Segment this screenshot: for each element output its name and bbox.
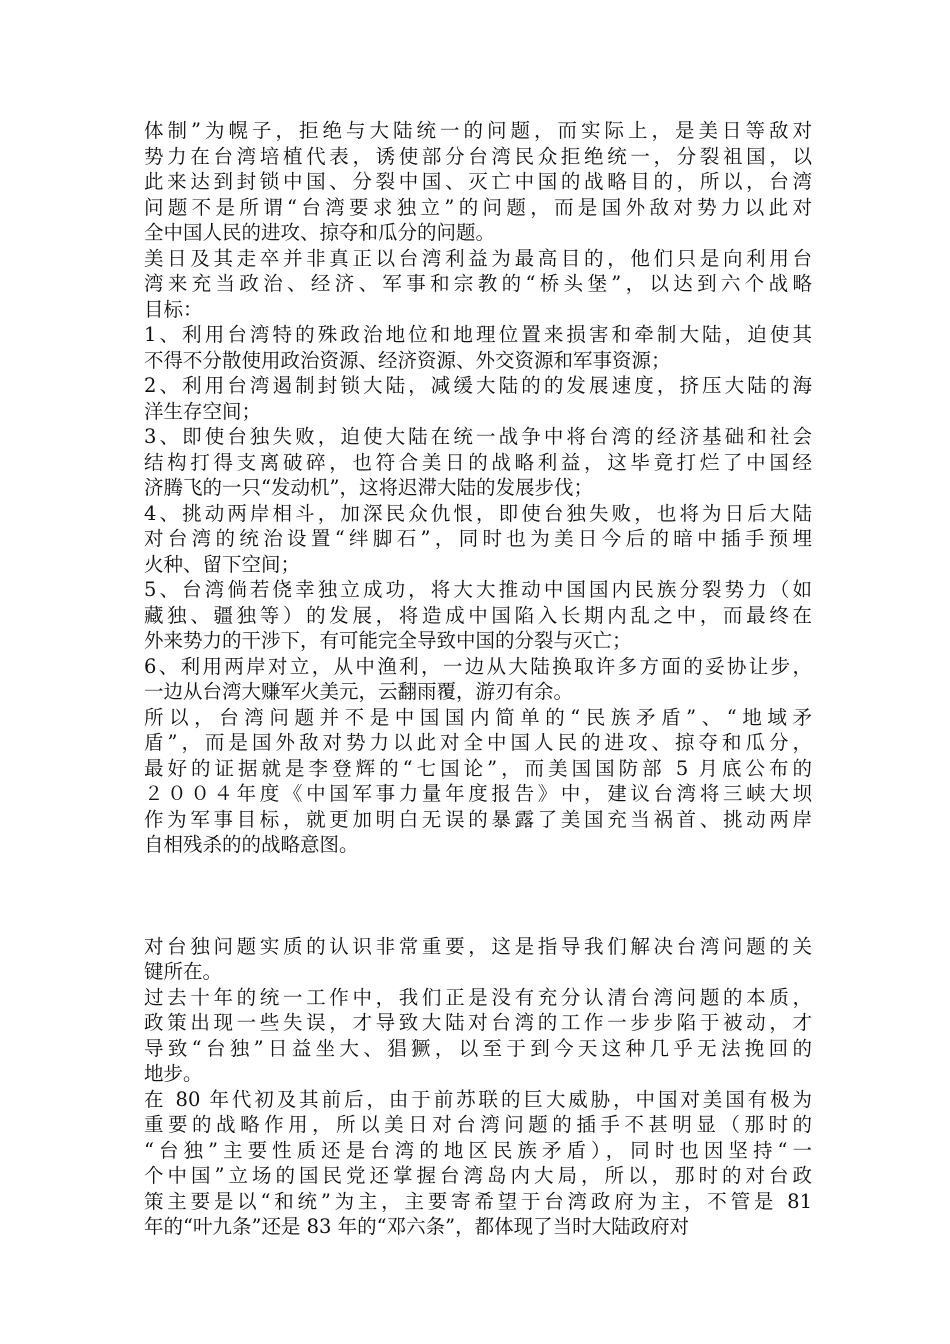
text-line: 问题不是所谓“台湾要求独立”的问题，而是国外敌对势力以此对 [144, 195, 812, 219]
document-page [144, 118, 812, 1240]
text-line: “台独”主要性质还是台湾的地区民族矛盾），同时也因坚持“一 [144, 1138, 812, 1162]
section-spacer [144, 858, 812, 934]
text-line: 所以，台湾问题并不是中国国内简单的“民族矛盾”、“地域矛 [144, 705, 812, 729]
text-line: 最好的证据就是李登辉的“七国论”，而美国国防部 5 月底公布的 [144, 756, 812, 780]
text-line: 火种、留下空间； [144, 552, 301, 576]
paragraph-p12 [144, 1087, 812, 1240]
paragraph-p1 [144, 118, 812, 246]
text-line: 结构打得支离破碎，也符合美日的战略利益，这毕竟打烂了中国经 [144, 450, 812, 474]
text-line: 导致“台独”日益坐大、猖獗，以至于到今天这种几乎无法挽回的 [144, 1036, 812, 1060]
text-line: 自相残杀的的战略意图。 [144, 833, 359, 856]
text-line: 2、利用台湾遏制封锁大陆，减缓大陆的的发展速度，挤压大陆的海 [144, 374, 812, 397]
text-line: 势力在台湾培植代表，诱使部分台湾民众拒绝统一，分裂祖国，以 [144, 144, 812, 168]
text-line: 5、台湾倘若侥幸独立成功，将大大推动中国国内民族分裂势力（如 [144, 578, 812, 601]
text-line: 6、利用两岸对立，从中渔利，一边从大陆换取许多方面的妥协让步， [144, 654, 812, 678]
text-line: 1、利用台湾特的殊政治地位和地理位置来损害和牵制大陆，迫使其 [144, 323, 812, 346]
text-line: 过去十年的统一工作中，我们正是没有充分认清台湾问题的本质， [144, 985, 812, 1009]
text-line: 济腾飞的一只“发动机”，这将迟滞大陆的发展步伐； [144, 476, 593, 499]
text-line: 个中国”立场的国民党还掌握台湾岛内大局，所以，那时的对台政 [144, 1164, 812, 1187]
text-line: 体制”为幌子，拒绝与大陆统一的问题，而实际上，是美日等敌对 [144, 119, 812, 142]
paragraph-p8 [144, 654, 812, 705]
text-line: 3、即使台独失败，迫使大陆在统一战争中将台湾的经济基础和社会 [144, 425, 812, 448]
text-line: 策主要是以“和统”为主，主要寄希望于台湾政府为主，不管是 81 [144, 1189, 812, 1213]
document-section-1 [144, 118, 812, 858]
text-line: 政策出现一些失误，才导致大陆对台湾的工作一步步陷于被动，才 [144, 1011, 812, 1034]
text-line: 此来达到封锁中国、分裂中国、灭亡中国的战略目的，所以，台湾 [144, 170, 812, 193]
text-line: 美日及其走卒并非真正以台湾利益为最高目的，他们只是向利用台 [144, 246, 812, 270]
text-line: 键所在。 [144, 960, 223, 983]
text-line: 作为军事目标，就更加明白无误的暴露了美国充当祸首、挑动两岸 [144, 807, 812, 831]
text-line: 目标： [144, 297, 203, 321]
paragraph-p10 [144, 934, 812, 985]
document-section-2 [144, 934, 812, 1240]
text-line: 洋生存空间； [144, 399, 262, 423]
paragraph-p6 [144, 501, 812, 578]
text-line: 一边从台湾大赚军火美元，云翻雨覆，游刃有余。 [144, 680, 574, 703]
text-line: ２００４年度《中国军事力量年度报告》中，建议台湾将三峡大坝 [144, 782, 812, 805]
paragraph-p9 [144, 705, 812, 858]
text-line: 在 80 年代初及其前后，由于前苏联的巨大威胁，中国对美国有极为 [144, 1087, 812, 1111]
paragraph-p7 [144, 577, 812, 654]
text-line: 地步。 [144, 1062, 203, 1085]
text-line: 重要的战略作用，所以美日对台湾问题的插手不甚明显（那时的 [144, 1113, 812, 1136]
text-line: 年的“叶九条”还是 83 年的“邓六条”，都体现了当时大陆政府对 [144, 1215, 690, 1238]
text-line: 湾来充当政治、经济、军事和宗教的“桥头堡”，以达到六个战略 [144, 272, 812, 295]
text-line: 对台独问题实质的认识非常重要，这是指导我们解决台湾问题的关 [144, 934, 812, 958]
paragraph-p2 [144, 246, 812, 323]
paragraph-p11 [144, 985, 812, 1087]
paragraph-p4 [144, 373, 812, 424]
text-line: 全中国人民的进攻、掠夺和瓜分的问题。 [144, 221, 496, 244]
text-line: 藏独、疆独等）的发展，将造成中国陷入长期内乱之中，而最终在 [144, 603, 812, 627]
text-line: 盾”，而是国外敌对势力以此对全中国人民的进攻、掠夺和瓜分， [144, 731, 812, 754]
text-line: 不得不分散使用政治资源、经济资源、外交资源和军事资源； [144, 348, 671, 372]
paragraph-p5 [144, 424, 812, 501]
text-line: 外来势力的干涉下，有可能完全导致中国的分裂与灭亡； [144, 629, 632, 652]
text-line: 对台湾的统治设置“绊脚石”，同时也为美日今后的暗中插手预埋 [144, 527, 812, 550]
text-line: 4、挑动两岸相斗，加深民众仇恨，即使台独失败，也将为日后大陆 [144, 501, 812, 525]
paragraph-p3 [144, 322, 812, 373]
